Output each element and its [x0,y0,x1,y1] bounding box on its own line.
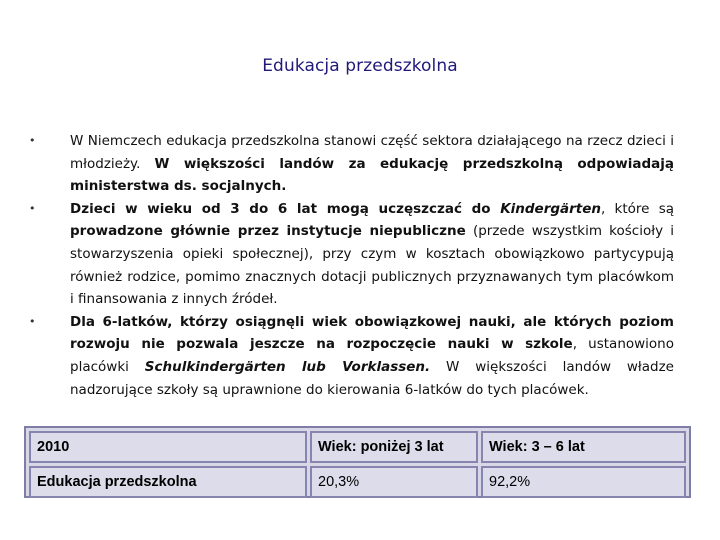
bullet-dot-icon: • [29,134,36,147]
bullet-text-bold: Dla 6-latków, którzy osiągnęli wiek obowiązkowej nauki, ale których poziom rozwoju nie pozwala jeszcze na rozpoczęcie nauki w szkole [70,313,674,353]
bullet-item [24,130,674,198]
bullet-text-bold: W większości landów za edukację przedszkolną odpowiadają ministerstwa ds. socjalnych. [70,155,674,195]
statistics-table [24,426,691,498]
bullet-text: , które są [601,200,674,217]
bullet-text-bold-italic: Kindergärten [500,200,602,217]
bullet-text: (przede wszystkim kościoły i stowarzyszenia opieki społecznej), przy czym w kosztach obowiązkowo partycypują również rodzice, pomimo znacznych dotacji publicznych przyznawanych tym placówkom i finansowania z innych źródeł. [70,223,675,308]
bullet-dot-icon: • [29,201,36,215]
bullet-item [24,311,674,401]
bullet-text-bold-italic: Schulkindergärten lub Vorklassen. [144,358,431,375]
table-row [29,466,686,498]
bullet-item [24,198,674,311]
bullet-dot-icon: • [29,314,36,328]
bullet-text: W Niemczech edukacja przedszkolna stanowi część sektora działającego na rzecz dzieci i młodzieży. [70,133,674,172]
bullet-text-bold: Dzieci w wieku od 3 do 6 lat mogą uczęszczać do [70,200,501,217]
bullet-text: , ustanowiono placówki [70,336,675,375]
bullet-text-bold: prowadzone głównie przez instytucje niepubliczne [70,223,466,240]
table-header-cell: Wiek: poniżej 3 lat [310,431,478,463]
table-cell: 20,3% [310,466,478,498]
bullet-list [24,130,674,401]
page-title: Edukacja przedszkolna [262,56,458,76]
table-cell: 92,2% [481,466,686,498]
table-header-row [29,431,686,463]
bullet-text: W większości landów władze nadzorujące szkoły są uprawnione do kierowania 6-latków do tych placówek. [70,358,674,398]
table-header-cell: 2010 [29,431,307,463]
table-header-cell: Wiek: 3 – 6 lat [481,431,686,463]
table-row-label: Edukacja przedszkolna [29,466,307,498]
